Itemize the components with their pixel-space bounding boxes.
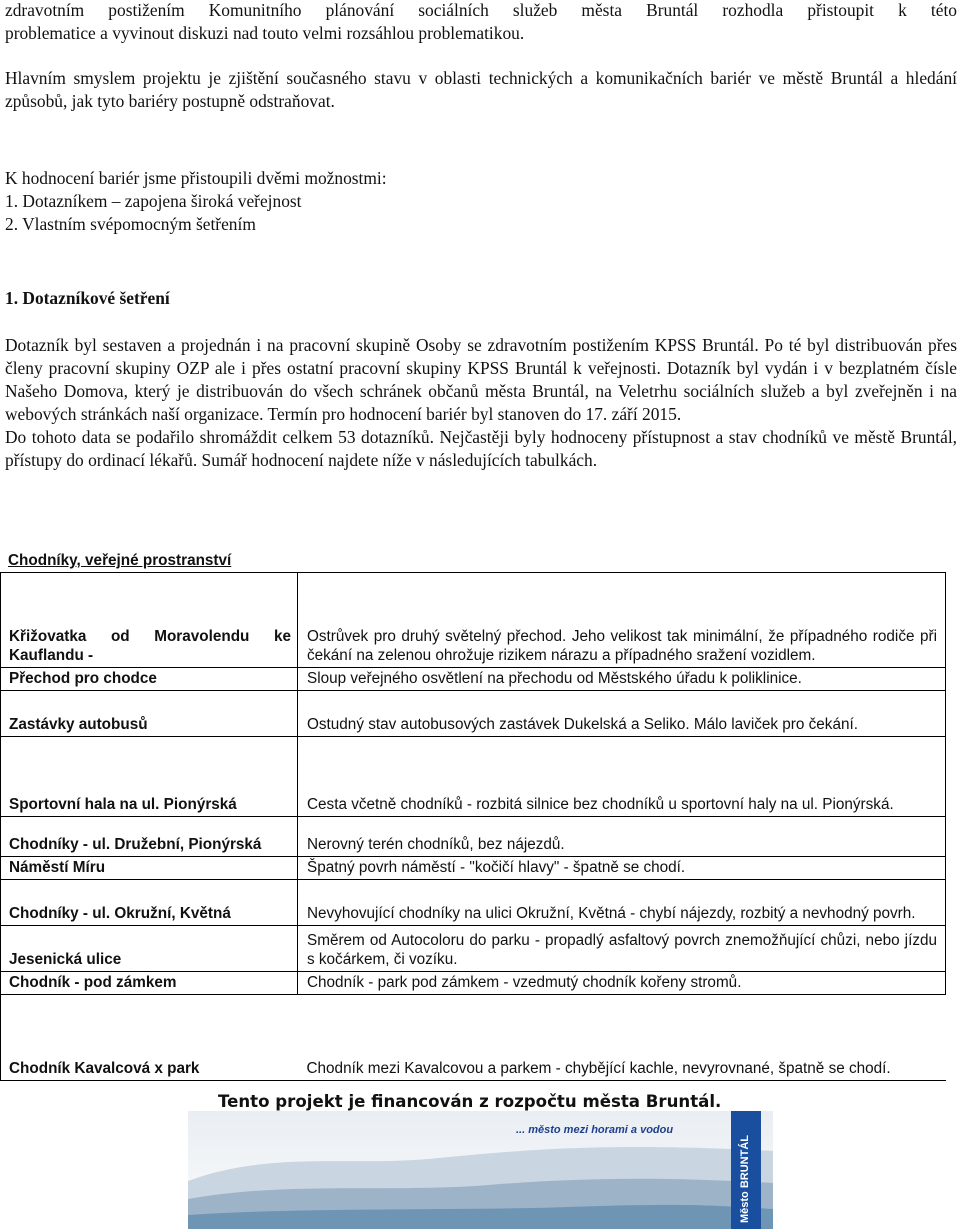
- intro-line-1: zdravotním postižením Komunitního plánování sociálních služeb města Bruntál rozhodla přistoupit k této: [5, 0, 957, 20]
- row-location: Chodník - pod zámkem: [1, 972, 298, 995]
- table-row: [1, 880, 946, 926]
- row-description: Ostrůvek pro druhý světelný přechod. Jeho velikost tak minimální, že případného rodiče při čekání na zelenou ohrožuje rizikem nárazu a případného sražení vozidlem.: [298, 573, 946, 668]
- city-banner-image: [188, 1111, 773, 1229]
- barriers-table: [0, 572, 946, 1081]
- row-description: Směrem od Autocoloru do parku - propadlý asfaltový povrch znemožňující chůzi, nebo jízdu s kočárkem, či vozíku.: [298, 926, 946, 972]
- row-description: Ostudný stav autobusových zastávek Dukelská a Seliko. Málo laviček pro čekání.: [298, 691, 946, 737]
- purpose-paragraph: Hlavním smyslem projektu je zjištění současného stavu v oblasti technických a komunikačních bariér ve městě Bruntál a hledání způsobů, jak tyto bariéry postupně odstraňovat.: [5, 68, 957, 111]
- table-row: [1, 995, 946, 1081]
- table-row: [1, 857, 946, 880]
- row-location: Chodník Kavalcová x park: [1, 995, 298, 1081]
- evaluation-intro: K hodnocení bariér jsme přistoupili dvěmi možnostmi:: [5, 168, 387, 188]
- row-location: Chodníky - ul. Družební, Pionýrská: [1, 817, 298, 857]
- intro-line-2: problematice a vyvinout diskuzi nad touto velmi rozsáhlou problematikou.: [5, 23, 525, 43]
- row-description: Chodník mezi Kavalcovou a parkem - chybějící kachle, nevyrovnané, špatně se chodí.: [298, 995, 946, 1081]
- intro-paragraph: [5, 0, 957, 45]
- row-description: Cesta včetně chodníků - rozbitá silnice bez chodníků u sportovní haly na ul. Pionýrská.: [298, 737, 946, 817]
- city-logo: [731, 1111, 761, 1229]
- table-row: [1, 573, 946, 668]
- table-row: [1, 668, 946, 691]
- row-location: Náměstí Míru: [1, 857, 298, 880]
- table-row: [1, 972, 946, 995]
- row-description: Nevyhovující chodníky na ulici Okružní, Květná - chybí nájezdy, rozbitý a nevhodný povrh.: [298, 880, 946, 926]
- row-description: Chodník - park pod zámkem - vzedmutý chodník kořeny stromů.: [298, 972, 946, 995]
- table-row: [1, 691, 946, 737]
- row-location: Sportovní hala na ul. Pionýrská: [1, 737, 298, 817]
- table-row: [1, 926, 946, 972]
- hills-graphic: [188, 1111, 773, 1229]
- survey-paragraph-2: Do tohoto data se podařilo shromáždit celkem 53 dotazníků. Nejčastěji byly hodnoceny přístupnost a stav chodníků ve městě Bruntál, přístupy do ordinací lékařů. Sumář hodnocení najdete níže v následujících tabulkách.: [5, 427, 957, 470]
- funding-note: Tento projekt je financován z rozpočtu města Bruntál.: [218, 1092, 722, 1111]
- row-location: Křižovatka od Moravolendu ke Kauflandu -: [1, 573, 298, 668]
- evaluation-block: [5, 167, 905, 236]
- survey-paragraph-1: Dotazník byl sestaven a projednán i na pracovní skupině Osoby se zdravotním postižením KPSS Bruntál. Po té byl distribuován přes členy pracovní skupiny OZP ale i přes ostatní pracovní skupiny KPSS Bruntál k veřejnosti. Dotazník byl vydán i v bezplatném čísle Našeho Domova, který je distribuován do všech schránek občanů města Bruntál, na Veletrhu sociálních služeb a byl zveřejněn i na webových stránkách naší organizace. Termín pro hodnocení bariér byl stanoven do 17. září 2015.: [5, 335, 957, 424]
- row-location: Jesenická ulice: [1, 926, 298, 972]
- section-heading: 1. Dotazníkové šetření: [5, 288, 170, 308]
- row-location: Zastávky autobusů: [1, 691, 298, 737]
- banner-slogan: ... město mezi horami a vodou: [516, 1124, 674, 1136]
- survey-block: [5, 334, 957, 472]
- row-description: Sloup veřejného osvětlení na přechodu od Městského úřadu k poliklinice.: [298, 668, 946, 691]
- table-row: [1, 817, 946, 857]
- row-description: Nerovný terén chodníků, bez nájezdů.: [298, 817, 946, 857]
- logo-text: Město BRUNTÁL: [739, 1135, 751, 1223]
- row-location: Chodníky - ul. Okružní, Květná: [1, 880, 298, 926]
- row-location: Přechod pro chodce: [1, 668, 298, 691]
- table-caption: Chodníky, veřejné prostranství: [8, 552, 232, 569]
- table-row: [1, 737, 946, 817]
- evaluation-option-2: 2. Vlastním svépomocným šetřením: [5, 214, 256, 234]
- evaluation-option-1: 1. Dotazníkem – zapojena široká veřejnost: [5, 191, 302, 211]
- row-description: Špatný povrh náměstí - "kočičí hlavy" - špatně se chodí.: [298, 857, 946, 880]
